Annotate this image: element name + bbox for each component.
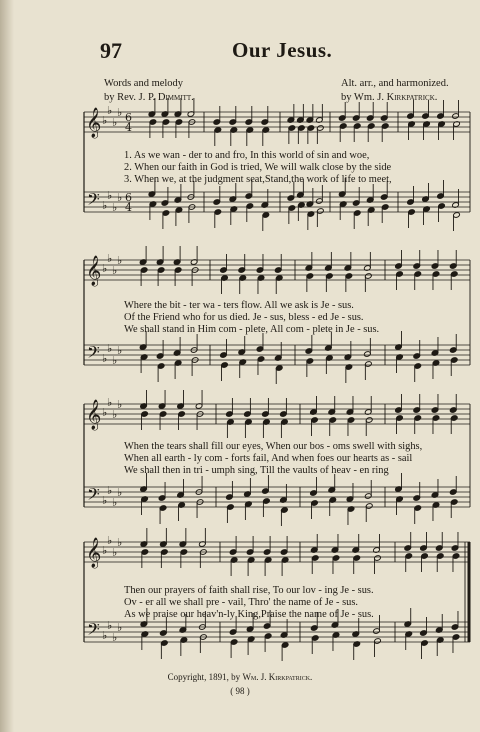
lyric-verse-1: 1. As we wan - der to and fro, In this world of sin and woe, (124, 150, 370, 161)
lyric-verse-3: 3. When we, at the judgment seat,Stand,the work of life to meet, (124, 174, 392, 185)
flat-sign: ♭ (107, 104, 113, 117)
flat-sign: ♭ (107, 252, 113, 265)
treble-clef: 𝄞 (86, 538, 102, 568)
hymn-title: Our Jesus. (232, 38, 333, 62)
flat-sign: ♭ (117, 486, 123, 499)
flat-sign: ♭ (107, 396, 113, 409)
time-signature-top: 6 (125, 111, 132, 124)
bass-clef: 𝄢 (87, 342, 100, 366)
treble-clef: 𝄞 (86, 108, 102, 138)
lyric-verse-2: 2. When our faith in God is tried, We will walk close by the side (124, 162, 392, 173)
time-signature-top: 6 (125, 191, 132, 204)
flat-sign: ♭ (107, 484, 113, 497)
flat-sign: ♭ (112, 201, 118, 214)
lyric-verse-1: When the tears shall fill our eyes, When our bos - oms swell with sighs, (124, 441, 423, 452)
bass-clef: 𝄢 (87, 619, 100, 643)
treble-clef: 𝄞 (86, 400, 102, 430)
arrangement-credit-name: Kirkpatrick. (386, 92, 438, 103)
lyric-verse-1: Then our prayers of faith shall rise, To our lov - ing Je - sus. (124, 585, 374, 596)
flat-sign: ♭ (117, 106, 123, 119)
lyric-verse-3: As we praise our heav'n-ly King,Praise the name of Je - sus. (124, 609, 374, 620)
lyric-verse-2: Of the Friend who for us died. Je - sus, bless - ed Je - sus. (124, 312, 364, 323)
flat-sign: ♭ (112, 546, 118, 559)
words-credit-prefix: by Rev. J. P. (104, 92, 158, 103)
copyright-notice (0, 672, 480, 682)
words-credit-name: Dimmitt. (157, 92, 194, 103)
flat-sign: ♭ (102, 114, 108, 127)
treble-clef: 𝄞 (86, 256, 102, 286)
flat-sign: ♭ (117, 344, 123, 357)
flat-sign: ♭ (102, 262, 108, 275)
lyric-verse-1: Where the bit - ter wa - ters flow. All we ask is Je - sus. (124, 300, 354, 311)
flat-sign: ♭ (102, 406, 108, 419)
flat-sign: ♭ (102, 544, 108, 557)
lyric-verse-3: We shall stand in Him com - plete, All com - plete in Je - sus. (124, 324, 380, 335)
flat-sign: ♭ (112, 408, 118, 421)
time-signature-bottom: 4 (125, 121, 132, 134)
flat-sign: ♭ (117, 254, 123, 267)
flat-sign: ♭ (117, 191, 123, 204)
arrangement-credit-line1: Alt. arr., and harmonized. (341, 78, 449, 89)
flat-sign: ♭ (117, 621, 123, 634)
words-credit-line1: Words and melody (104, 78, 184, 89)
arrangement-credit-prefix: by Wm. J. (341, 92, 387, 103)
flat-sign: ♭ (112, 631, 118, 644)
flat-sign: ♭ (112, 264, 118, 277)
copyright-prefix: Copyright, 1891, by (167, 672, 243, 682)
bass-clef: 𝄢 (87, 189, 100, 213)
flat-sign: ♭ (107, 534, 113, 547)
lyric-verse-2: Ov - er all we shall pre - vail, Thro' the name of Je - sus. (124, 597, 358, 608)
flat-sign: ♭ (102, 494, 108, 507)
flat-sign: ♭ (117, 398, 123, 411)
flat-sign: ♭ (102, 199, 108, 212)
bass-clef: 𝄢 (87, 484, 100, 508)
flat-sign: ♭ (107, 619, 113, 632)
flat-sign: ♭ (112, 354, 118, 367)
flat-sign: ♭ (107, 342, 113, 355)
flat-sign: ♭ (102, 352, 108, 365)
flat-sign: ♭ (117, 536, 123, 549)
copyright-holder: Wm. J. Kirkpatrick. (242, 672, 313, 682)
flat-sign: ♭ (102, 629, 108, 642)
flat-sign: ♭ (112, 496, 118, 509)
lyric-verse-3: We shall then in tri - umph sing, Till the vaults of heav - en ring (124, 465, 389, 476)
flat-sign: ♭ (107, 189, 113, 202)
lyric-verse-2: When all earth - ly com - forts fail, And when foes our hearts as - sail (124, 453, 413, 464)
page-number: ( 98 ) (230, 686, 250, 696)
hymn-number: 97 (100, 38, 122, 63)
flat-sign: ♭ (112, 116, 118, 129)
time-signature-bottom: 4 (125, 201, 132, 214)
